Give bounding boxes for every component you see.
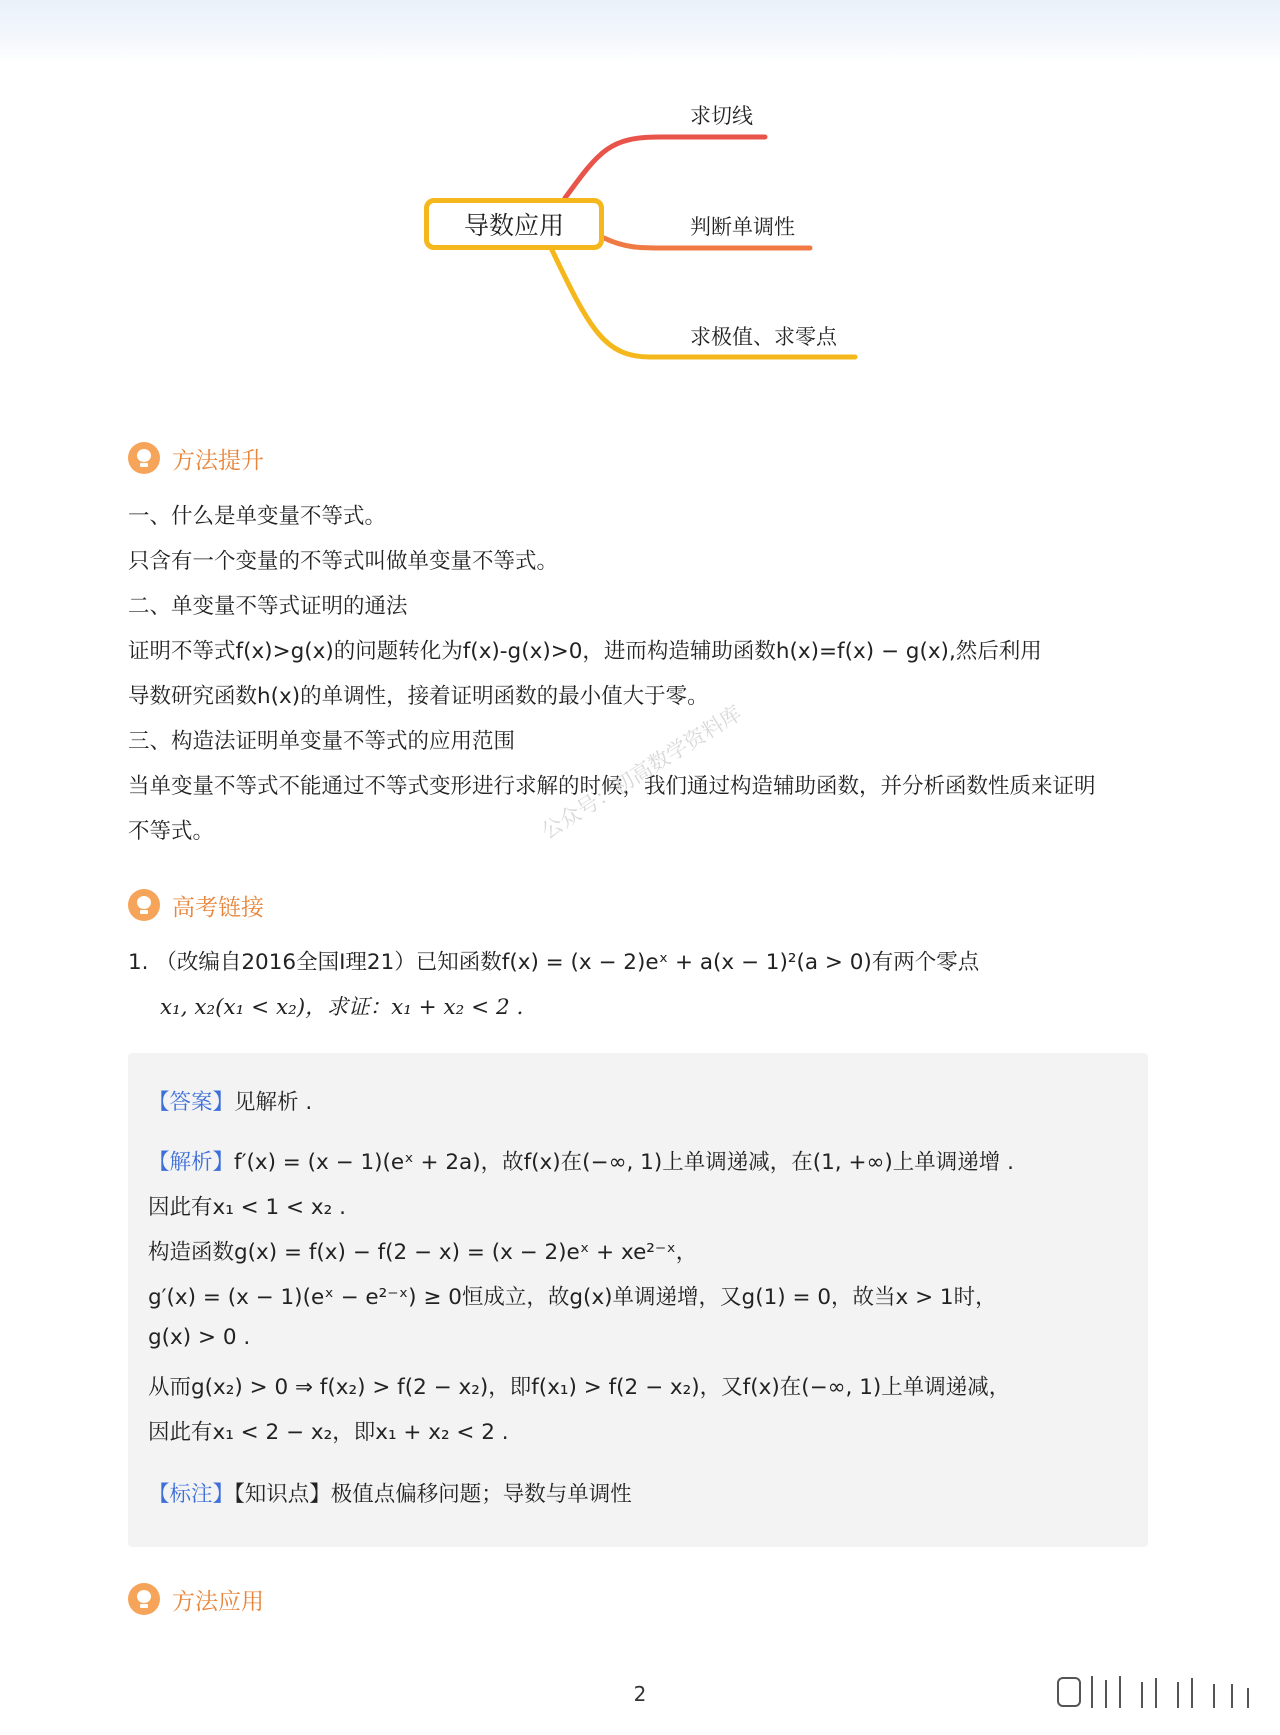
section-method-apply	[128, 1581, 264, 1617]
lightbulb-icon	[128, 442, 160, 474]
section-method-improve	[128, 440, 264, 476]
note-row	[148, 1477, 632, 1508]
text-line: 二、单变量不等式证明的通法	[128, 594, 408, 619]
note-tag: 【标注】	[148, 1482, 235, 1507]
analysis-tag: 【解析】	[148, 1150, 235, 1175]
analysis-line: 因此有x₁ < 1 < x₂ .	[148, 1195, 346, 1220]
text-line: 当单变量不等式不能通过不等式变形进行求解的时候，我们通过构造辅助函数，并分析函数性质来证明	[128, 774, 1096, 799]
analysis-line: 从而g(x₂) > 0 ⇒ f(x₂) > f(2 − x₂)，即f(x₁) > f(2 − x₂)，又f(x)在(−∞, 1)上单调递减，	[148, 1375, 1011, 1400]
text-line: 只含有一个变量的不等式叫做单变量不等式。	[128, 549, 559, 574]
mindmap	[0, 0, 1280, 380]
answer-box	[128, 1053, 1148, 1547]
mindmap-root: 导数应用	[424, 198, 604, 250]
section-title: 高考链接	[172, 894, 264, 921]
text-line: 证明不等式f(x)>g(x)的问题转化为f(x)-g(x)>0，进而构造辅助函数h(x)=f(x) − g(x),然后利用	[128, 639, 1042, 664]
problem-line: 1. （改编自2016全国Ⅰ理21）已知函数f(x) = (x − 2)eˣ + a(x − 1)²(a > 0)有两个零点	[128, 950, 980, 975]
branch-line-tangent	[565, 137, 765, 198]
mindmap-branch-monotonic: 判断单调性	[690, 215, 795, 239]
section-title: 方法提升	[172, 447, 264, 474]
problem-line: x₁, x₂(x₁ < x₂)，求证：x₁ + x₂ < 2 .	[160, 995, 524, 1020]
lightbulb-icon	[128, 889, 160, 921]
page-number: 2	[633, 1682, 647, 1706]
text-line: 导数研究函数h(x)的单调性，接着证明函数的最小值大于零。	[128, 684, 709, 709]
answer-text: 见解析 .	[234, 1090, 313, 1115]
analysis-line: 构造函数g(x) = f(x) − f(2 − x) = (x − 2)eˣ + xe²⁻ˣ，	[148, 1240, 698, 1265]
answer-row	[148, 1085, 312, 1116]
section-exam-link	[128, 887, 264, 923]
mindmap-branch-extremum: 求极值、求零点	[690, 325, 837, 349]
analysis-line: f′(x) = (x − 1)(eˣ + 2a)，故f(x)在(−∞, 1)上单调递减，在(1, +∞)上单调递增 .	[234, 1150, 1014, 1175]
mindmap-connectors	[0, 0, 1280, 380]
lightbulb-icon	[128, 1583, 160, 1615]
answer-tag: 【答案】	[148, 1090, 235, 1115]
text-line: 一、什么是单变量不等式。	[128, 504, 387, 529]
problem-statement	[128, 940, 1168, 1030]
analysis-row	[148, 1145, 1014, 1176]
text-line: 不等式。	[128, 819, 215, 844]
analysis-line: g(x) > 0 .	[148, 1325, 251, 1350]
mindmap-branch-tangent: 求切线	[690, 104, 753, 128]
watermark: 公众号：初高数学资料库	[537, 700, 746, 844]
analysis-line: 因此有x₁ < 2 − x₂，即x₁ + x₂ < 2 .	[148, 1420, 509, 1445]
corner-logo-icon	[1056, 1670, 1256, 1714]
method-body	[128, 494, 1148, 854]
section-title: 方法应用	[172, 1588, 264, 1615]
analysis-line: g′(x) = (x − 1)(eˣ − e²⁻ˣ) ≥ 0恒成立，故g(x)单调递增，又g(1) = 0，故当x > 1时，	[148, 1285, 997, 1310]
text-line: 三、构造法证明单变量不等式的应用范围	[128, 729, 516, 754]
note-text: 【知识点】极值点偏移问题；导数与单调性	[234, 1482, 632, 1507]
